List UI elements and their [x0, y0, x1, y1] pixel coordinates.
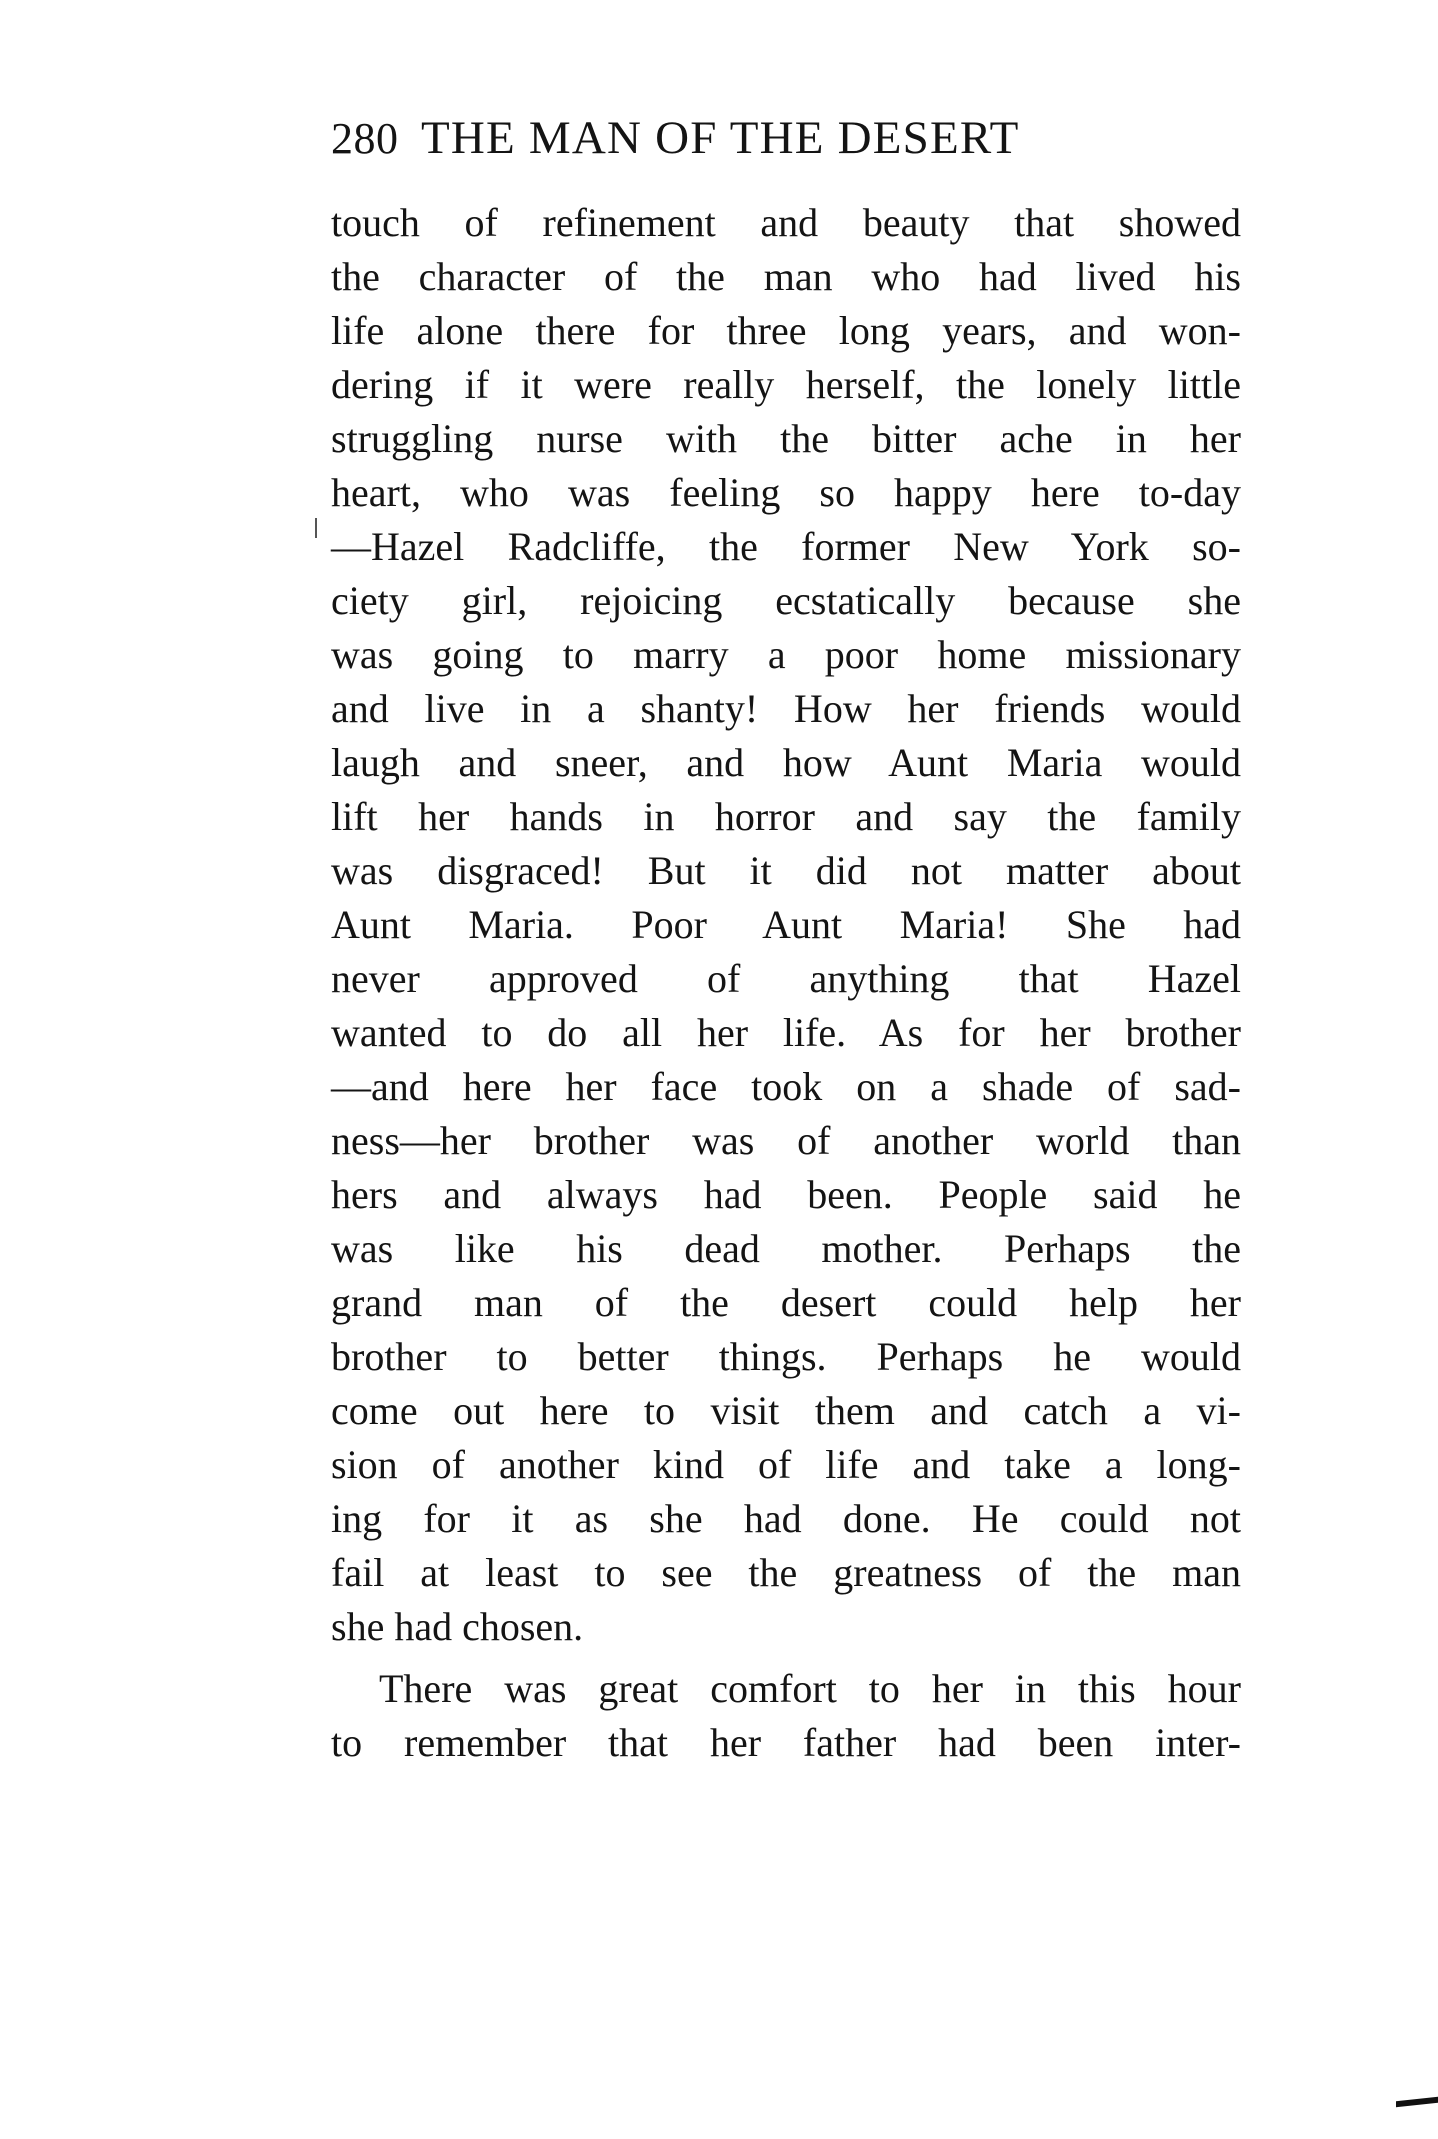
running-head	[331, 108, 1241, 168]
text-line: grand man of the desert could help her	[331, 1280, 1241, 1325]
margin-mark	[315, 518, 317, 538]
book-title: THE MAN OF THE DESERT	[421, 112, 1020, 164]
page-number: 280	[331, 114, 399, 163]
text-line: struggling nurse with the bitter ache in her	[331, 416, 1241, 461]
text-line: and live in a shanty! How her friends would	[331, 686, 1241, 731]
text-line: laugh and sneer, and how Aunt Maria would	[331, 740, 1241, 785]
text-line: There was great comfort to her in this hour	[379, 1666, 1241, 1711]
text-line: come out here to visit them and catch a vi-	[331, 1388, 1241, 1433]
text-line: fail at least to see the greatness of the man	[331, 1550, 1241, 1595]
text-line: lift her hands in horror and say the family	[331, 794, 1241, 839]
text-line: hers and always had been. People said he	[331, 1172, 1241, 1217]
text-line: was going to marry a poor home missionary	[331, 632, 1241, 677]
text-line: touch of refinement and beauty that showed	[331, 200, 1241, 245]
text-line: ciety girl, rejoicing ecstatically because she	[331, 578, 1241, 623]
text-line: never approved of anything that Hazel	[331, 956, 1241, 1001]
text-line: —Hazel Radcliffe, the former New York so-	[331, 524, 1241, 569]
text-line: brother to better things. Perhaps he would	[331, 1334, 1241, 1379]
text-line: heart, who was feeling so happy here to-day	[331, 470, 1241, 515]
text-line: ing for it as she had done. He could not	[331, 1496, 1241, 1541]
text-line: she had chosen.	[331, 1604, 584, 1649]
text-line: was like his dead mother. Perhaps the	[331, 1226, 1241, 1271]
text-line: ness—her brother was of another world than	[331, 1118, 1241, 1163]
text-line: was disgraced! But it did not matter about	[331, 848, 1241, 893]
text-line: Aunt Maria. Poor Aunt Maria! She had	[331, 902, 1241, 947]
text-line: to remember that her father had been inter-	[331, 1720, 1241, 1765]
text-line: sion of another kind of life and take a long-	[331, 1442, 1241, 1487]
body-text	[331, 196, 1241, 1770]
text-line: dering if it were really herself, the lonely little	[331, 362, 1241, 407]
text-line: life alone there for three long years, and won-	[331, 308, 1241, 353]
text-line: —and here her face took on a shade of sad-	[331, 1064, 1241, 1109]
paragraph-gap	[331, 1654, 1241, 1662]
text-line: wanted to do all her life. As for her brother	[331, 1010, 1241, 1055]
text-line: the character of the man who had lived his	[331, 254, 1241, 299]
page-edge-mark	[1396, 2097, 1438, 2107]
